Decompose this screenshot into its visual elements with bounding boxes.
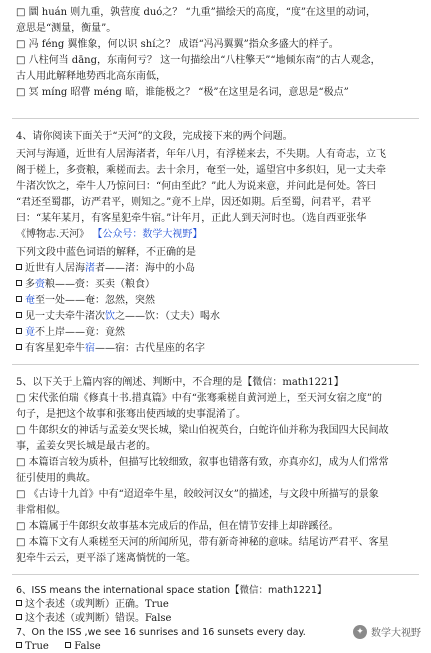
s7-options: [16, 640, 291, 653]
section-divider: [12, 118, 419, 119]
watermark-text: 数学大视野: [371, 628, 421, 639]
checkbox-icon[interactable]: [16, 642, 22, 648]
s3-line-3: □ 八柱何当 dāng，东南何亏？ 这一句描绘出“八柱擎天”“地倾东南”的古人观念，: [16, 55, 381, 66]
s7-option-false[interactable]: False: [74, 641, 101, 652]
s4-passage-4: 曰：“某年某月，有客星犯牵牛宿。”计年月，正此人到天河时也。（选自西亚张华: [16, 213, 367, 224]
s4-option-5[interactable]: 有客星犯牵牛宿——宿：古代星座的名字: [16, 342, 421, 356]
checkbox-icon[interactable]: [16, 264, 22, 270]
s5-line-2: □ 牛郎织女的神话与孟姜女哭长城，梁山伯祝英台，白蛇许仙并称为我国四大民间故: [16, 425, 389, 436]
s4-subquestion: 下列文段中蓝色词语的解释，不正确的是: [16, 247, 196, 258]
s4-option-4[interactable]: 竟不上岸——竟：竟然: [16, 326, 421, 340]
s4-passage-0: 天河与海通，近世有人居海渚者，年年八月，有浮槎来去，不失期。人有奇志，立飞: [16, 149, 386, 160]
s6-option-false[interactable]: 这个表述（或判断）错误。False: [16, 612, 421, 626]
checkbox-icon[interactable]: [16, 296, 22, 302]
s4-option-3[interactable]: 见一丈夫牵牛渚次饮之——饮：（丈夫）喝水: [16, 310, 421, 324]
checkbox-icon[interactable]: [16, 344, 22, 350]
s4-passage-2: 牛渚次饮之，牵牛人乃惊问曰：“何由至此？”此人为说来意，并问此是何处。答曰: [16, 181, 377, 192]
s6-question: 6、ISS means the international space station【微信：math1221】: [16, 585, 327, 596]
s5-line-7: 非常相似。: [16, 505, 66, 516]
checkbox-icon[interactable]: [65, 642, 71, 648]
s3-line-4: 古人用此解释地势西北高东南低，: [16, 71, 166, 82]
s5-line-6: □ 《古诗十九首》中有“迢迢牵牛星，皎皎河汉女”的描述，与文段中所描写的景象: [16, 489, 379, 500]
s5-line-1: 句子，是把这个故事和张骞出使西域的史事混淆了。: [16, 409, 246, 420]
s3-line-0: □ 圜 huán 则九重，孰营度 duó之？ “九重”描绘天的高度，“度”在这里的动词，: [16, 7, 376, 18]
checkbox-icon[interactable]: [16, 328, 22, 334]
s7-option-true[interactable]: True: [25, 641, 49, 652]
checkbox-icon[interactable]: [16, 312, 22, 318]
checkbox-icon[interactable]: [16, 600, 22, 606]
s5-line-5: 征引使用的典故。: [16, 473, 96, 484]
s5-line-0: □ 宋代张伯瑞《修真十书.措真篇》中有“张骞乘槎自黄河逆上，至天河女宿之度”的: [16, 393, 383, 404]
s4-passage-1: 阁于槎上，多赍粮，乘槎而去。去十余月，奄至一处，遥望宫中多织妇，见一丈夫牵: [16, 165, 386, 176]
section-divider: [12, 364, 419, 365]
s4-question: 4、请你阅读下面关于“天河”的文段，完成接下来的两个问题。: [16, 131, 293, 142]
s6-option-true[interactable]: 这个表述（或判断）正确。True: [16, 598, 421, 612]
s5-line-9: □ 本篇下文有人乘槎至天河的所闻所见，带有新奇神秘的意味。结尾访严君平、客星: [16, 537, 389, 548]
s5-line-4: □ 本篇语言较为质朴，但描写比较细致，叙事也错落有致，亦真亦幻，成为人们常常: [16, 457, 389, 468]
s5-line-10: 犯牵牛云云，更平添了迷离惝恍的一笔。: [16, 553, 196, 564]
s3-line-2: □ 冯 féng 翼惟象，何以识 shí之？ 成语“冯冯翼翼”指众多盛大的样子。: [16, 39, 339, 50]
s4-source-book: 《博物志.天河》: [16, 229, 90, 240]
s3-line-5: □ 冥 míng 昭瞢 méng 暗，谁能极之？ “极”在这里是名词，意思是“极点”: [16, 87, 349, 98]
s4-passage-3: “君还至蜀郡，访严君平，则知之。”竟不上岸，因还如期。后至蜀，问君平，君平: [16, 197, 372, 208]
checkbox-icon[interactable]: [16, 280, 22, 286]
watermark: [353, 624, 421, 639]
s3-line-1: 意思是“测量，衡量”。: [16, 23, 117, 34]
section-divider: [12, 574, 419, 575]
s5-line-8: □ 本篇属于牛郎织女故事基本完成后的作品，但在情节安排上却辟蹊径。: [16, 521, 339, 532]
s4-option-2[interactable]: 奄至一处——奄：忽然，突然: [16, 294, 421, 308]
checkbox-icon[interactable]: [16, 614, 22, 620]
s4-option-1[interactable]: 多赍粮——赍：买卖（粮食）: [16, 278, 421, 292]
s5-line-3: 事，孟姜女哭长城是最古老的。: [16, 441, 156, 452]
s4-source-tag: 【公众号：数学大视野】: [92, 229, 203, 240]
s5-question: 5、以下关于上篇内容的阐述、判断中，不合理的是【微信：math1221】: [16, 377, 344, 388]
s4-source: [16, 228, 421, 242]
s4-option-0[interactable]: 近世有人居海渚者——渚：海中的小岛: [16, 262, 421, 276]
wechat-logo-icon: ✦: [353, 625, 367, 639]
s7-question: 7、On the ISS ,we see 16 sunrises and 16 sunsets every day.: [16, 627, 306, 638]
